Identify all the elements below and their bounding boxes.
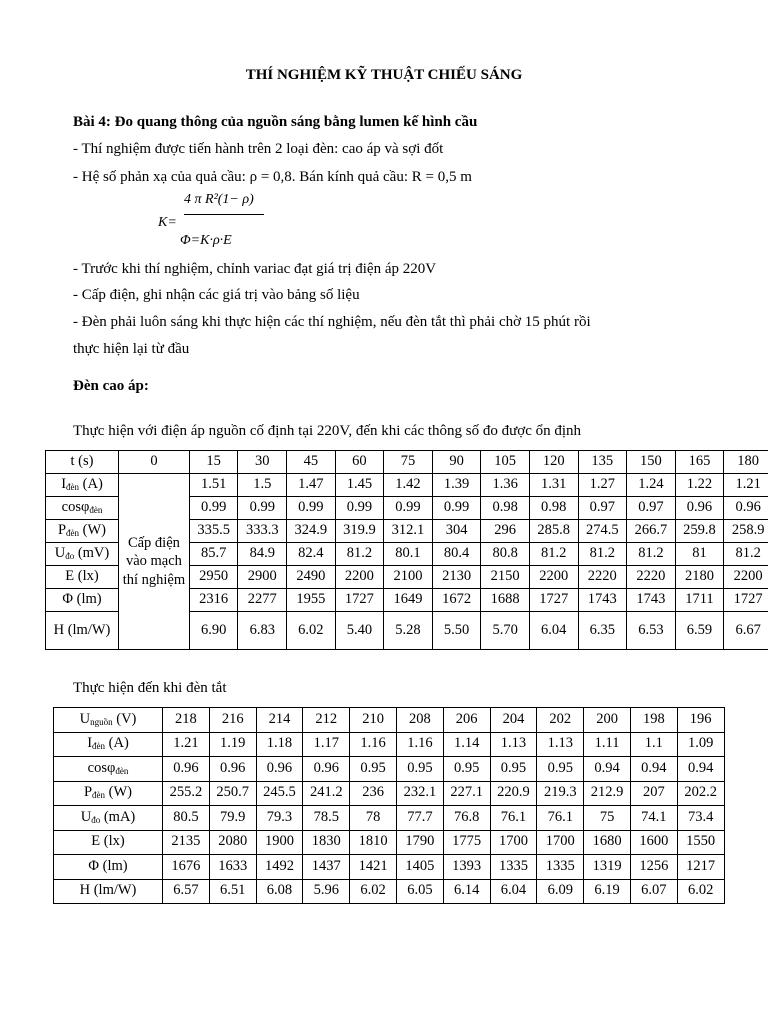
value-cell: 1727: [335, 589, 384, 612]
value-cell: 78: [350, 806, 397, 831]
row-label-subscript: đèn: [115, 765, 129, 776]
value-cell: 81.2: [335, 543, 384, 566]
value-cell: 1672: [432, 589, 481, 612]
text-line-6: thực hiện lại từ đầu: [73, 341, 190, 357]
time-label-cell: t (s): [46, 451, 119, 474]
value-cell: 2180: [675, 566, 724, 589]
value-cell: 1.11: [584, 732, 631, 757]
value-cell: 0.96: [675, 497, 724, 520]
value-cell: 216: [209, 708, 256, 733]
value-cell: 266.7: [627, 520, 676, 543]
text-line-2: - Hệ số phản xạ của quả cầu: ρ = 0,8. Bán kính quả cầu: R = 0,5 m: [73, 169, 472, 185]
value-cell: 212: [303, 708, 350, 733]
value-cell: 0.97: [627, 497, 676, 520]
value-cell: 0.95: [537, 757, 584, 782]
value-cell: 81: [675, 543, 724, 566]
value-cell: 1.47: [287, 474, 336, 497]
row-label: Φ (lm): [54, 855, 163, 880]
table2-caption: Thực hiện đến khi đèn tắt: [73, 680, 227, 696]
value-cell: 250.7: [209, 781, 256, 806]
section-heading: Đèn cao áp:: [73, 378, 149, 394]
time-cell: 75: [384, 451, 433, 474]
value-cell: 6.08: [256, 879, 303, 904]
value-cell: 2200: [529, 566, 578, 589]
value-cell: 1676: [163, 855, 210, 880]
value-cell: 82.4: [287, 543, 336, 566]
value-cell: 80.5: [163, 806, 210, 831]
value-cell: 0.96: [256, 757, 303, 782]
value-cell: 5.70: [481, 612, 530, 650]
value-cell: 202.2: [677, 781, 724, 806]
value-cell: 1.21: [163, 732, 210, 757]
value-cell: 1.17: [303, 732, 350, 757]
row-label-subscript: đèn: [92, 790, 106, 801]
value-cell: 0.99: [335, 497, 384, 520]
row-label-subscript: đèn: [66, 482, 80, 493]
value-cell: 1700: [537, 830, 584, 855]
value-cell: 6.67: [724, 612, 768, 650]
value-cell: 1.42: [384, 474, 433, 497]
table-row: [54, 879, 725, 904]
value-cell: 6.07: [630, 879, 677, 904]
value-cell: 76.8: [443, 806, 490, 831]
value-cell: 0.94: [677, 757, 724, 782]
table1-caption: Thực hiện với điện áp nguồn cố định tại 220V, đến khi các thông số đo được ổn định: [73, 423, 582, 439]
value-cell: 1.45: [335, 474, 384, 497]
value-cell: 1790: [396, 830, 443, 855]
value-cell: 85.7: [189, 543, 238, 566]
value-cell: 1.13: [537, 732, 584, 757]
row-label: H (lm/W): [46, 612, 119, 650]
value-cell: 208: [396, 708, 443, 733]
value-cell: 0.96: [209, 757, 256, 782]
value-cell: 73.4: [677, 806, 724, 831]
value-cell: 77.7: [396, 806, 443, 831]
value-cell: 80.4: [432, 543, 481, 566]
value-cell: 1.18: [256, 732, 303, 757]
row-label-subscript: đèn: [66, 528, 80, 539]
value-cell: 196: [677, 708, 724, 733]
value-cell: 1.5: [238, 474, 287, 497]
formula-flux: Φ=K·ρ·E: [180, 233, 232, 248]
value-cell: 0.99: [384, 497, 433, 520]
table-row: [54, 757, 725, 782]
value-cell: 74.1: [630, 806, 677, 831]
value-cell: 1743: [578, 589, 627, 612]
value-cell: 2080: [209, 830, 256, 855]
header-row: [46, 451, 768, 474]
time-cell: 45: [287, 451, 336, 474]
value-cell: 220.9: [490, 781, 537, 806]
time-cell: 180: [724, 451, 768, 474]
value-cell: 0.96: [163, 757, 210, 782]
value-cell: 0.95: [490, 757, 537, 782]
value-cell: 1743: [627, 589, 676, 612]
value-cell: 6.04: [490, 879, 537, 904]
lesson-heading: Bài 4: Đo quang thông của nguồn sáng bằng lumen kế hình cầu: [73, 114, 478, 130]
value-cell: 1711: [675, 589, 724, 612]
table-row: [54, 855, 725, 880]
value-cell: 1.21: [724, 474, 768, 497]
value-cell: 333.3: [238, 520, 287, 543]
value-cell: 1.19: [209, 732, 256, 757]
value-cell: 0.96: [724, 497, 768, 520]
value-cell: 2200: [724, 566, 768, 589]
time-cell: 90: [432, 451, 481, 474]
value-cell: 227.1: [443, 781, 490, 806]
value-cell: 2900: [238, 566, 287, 589]
value-cell: 6.09: [537, 879, 584, 904]
text-line-5: - Đèn phải luôn sáng khi thực hiện các thí nghiệm, nếu đèn tắt thì phải chờ 15 phút rồi: [73, 314, 591, 330]
time-cell: 30: [238, 451, 287, 474]
value-cell: 5.40: [335, 612, 384, 650]
value-cell: 6.53: [627, 612, 676, 650]
value-cell: 296: [481, 520, 530, 543]
row-label: cosφđèn: [46, 497, 119, 520]
row-label: Uđo (mA): [54, 806, 163, 831]
value-cell: 6.35: [578, 612, 627, 650]
value-cell: 6.19: [584, 879, 631, 904]
row-label: Pđèn (W): [46, 520, 119, 543]
value-cell: 1633: [209, 855, 256, 880]
value-cell: 1810: [350, 830, 397, 855]
value-cell: 0.95: [396, 757, 443, 782]
value-cell: 2135: [163, 830, 210, 855]
value-cell: 1.31: [529, 474, 578, 497]
value-cell: 76.1: [490, 806, 537, 831]
time-cell: 120: [529, 451, 578, 474]
value-cell: 6.59: [675, 612, 724, 650]
table-row: [54, 708, 725, 733]
time-cell: 15: [189, 451, 238, 474]
row-label-subscript: đèn: [89, 505, 103, 516]
value-cell: 1.51: [189, 474, 238, 497]
value-cell: 1335: [490, 855, 537, 880]
voltage-drop-table: [53, 707, 725, 904]
value-cell: 0.98: [481, 497, 530, 520]
value-cell: 0.94: [630, 757, 677, 782]
row-label: E (lx): [46, 566, 119, 589]
table-row: [54, 830, 725, 855]
value-cell: 81.2: [627, 543, 676, 566]
value-cell: 1700: [490, 830, 537, 855]
value-cell: 0.95: [443, 757, 490, 782]
value-cell: 6.83: [238, 612, 287, 650]
value-cell: 1775: [443, 830, 490, 855]
value-cell: 1393: [443, 855, 490, 880]
value-cell: 6.51: [209, 879, 256, 904]
value-cell: 206: [443, 708, 490, 733]
value-cell: 6.02: [287, 612, 336, 650]
value-cell: 1335: [537, 855, 584, 880]
row-label: Unguồn (V): [54, 708, 163, 733]
value-cell: 0.95: [350, 757, 397, 782]
value-cell: 0.94: [584, 757, 631, 782]
value-cell: 1.13: [490, 732, 537, 757]
value-cell: 1.14: [443, 732, 490, 757]
value-cell: 259.8: [675, 520, 724, 543]
time-cell: 150: [627, 451, 676, 474]
row-label-subscript: đo: [91, 814, 101, 825]
value-cell: 6.04: [529, 612, 578, 650]
value-cell: 81.2: [529, 543, 578, 566]
value-cell: 2220: [578, 566, 627, 589]
value-cell: 232.1: [396, 781, 443, 806]
value-cell: 78.5: [303, 806, 350, 831]
value-cell: 212.9: [584, 781, 631, 806]
value-cell: 198: [630, 708, 677, 733]
value-cell: 2150: [481, 566, 530, 589]
value-cell: 245.5: [256, 781, 303, 806]
value-cell: 2950: [189, 566, 238, 589]
value-cell: 2490: [287, 566, 336, 589]
row-label: Φ (lm): [46, 589, 119, 612]
time-cell: 135: [578, 451, 627, 474]
value-cell: 1600: [630, 830, 677, 855]
document-title: THÍ NGHIỆM KỸ THUẬT CHIẾU SÁNG: [245, 67, 523, 83]
row-label: cosφđèn: [54, 757, 163, 782]
fraction-line: [184, 214, 264, 215]
table-row: [54, 732, 725, 757]
value-cell: 1.27: [578, 474, 627, 497]
value-cell: 312.1: [384, 520, 433, 543]
text-line-3: - Trước khi thí nghiệm, chỉnh variac đạt giá trị điện áp 220V: [73, 261, 437, 277]
value-cell: 1688: [481, 589, 530, 612]
row-label: Iđèn (A): [54, 732, 163, 757]
value-cell: 1.16: [396, 732, 443, 757]
value-cell: 324.9: [287, 520, 336, 543]
value-cell: 0.98: [529, 497, 578, 520]
value-cell: 0.99: [238, 497, 287, 520]
value-cell: 1405: [396, 855, 443, 880]
value-cell: 0.96: [303, 757, 350, 782]
value-cell: 1.39: [432, 474, 481, 497]
value-cell: 1727: [529, 589, 578, 612]
value-cell: 1.09: [677, 732, 724, 757]
value-cell: 0.97: [578, 497, 627, 520]
value-cell: 6.02: [350, 879, 397, 904]
value-cell: 241.2: [303, 781, 350, 806]
value-cell: 304: [432, 520, 481, 543]
value-cell: 80.8: [481, 543, 530, 566]
value-cell: 1319: [584, 855, 631, 880]
value-cell: 5.28: [384, 612, 433, 650]
value-cell: 79.3: [256, 806, 303, 831]
value-cell: 204: [490, 708, 537, 733]
value-cell: 1.24: [627, 474, 676, 497]
value-cell: 202: [537, 708, 584, 733]
time-cell: 165: [675, 451, 724, 474]
value-cell: 6.90: [189, 612, 238, 650]
value-cell: 1955: [287, 589, 336, 612]
value-cell: 1437: [303, 855, 350, 880]
value-cell: 75: [584, 806, 631, 831]
value-cell: 1256: [630, 855, 677, 880]
value-cell: 6.14: [443, 879, 490, 904]
value-cell: 80.1: [384, 543, 433, 566]
value-cell: 207: [630, 781, 677, 806]
value-cell: 1421: [350, 855, 397, 880]
stable-voltage-table: [45, 450, 768, 650]
value-cell: 1900: [256, 830, 303, 855]
value-cell: 2200: [335, 566, 384, 589]
value-cell: 5.96: [303, 879, 350, 904]
value-cell: 5.50: [432, 612, 481, 650]
value-cell: 285.8: [529, 520, 578, 543]
row-label: H (lm/W): [54, 879, 163, 904]
row-label: E (lx): [54, 830, 163, 855]
value-cell: 79.9: [209, 806, 256, 831]
row-label-subscript: nguồn: [90, 716, 113, 727]
value-cell: 1217: [677, 855, 724, 880]
value-cell: 218: [163, 708, 210, 733]
value-cell: 0.99: [287, 497, 336, 520]
table-row: [54, 806, 725, 831]
value-cell: 255.2: [163, 781, 210, 806]
formula-numerator: 4 π R²(1− ρ): [184, 192, 254, 207]
value-cell: 6.02: [677, 879, 724, 904]
value-cell: 6.57: [163, 879, 210, 904]
formula-lhs: K=: [158, 215, 177, 230]
value-cell: 335.5: [189, 520, 238, 543]
power-on-merged-cell: Cấp điện vào mạch thí nghiệm: [118, 474, 189, 650]
value-cell: 200: [584, 708, 631, 733]
value-cell: 1830: [303, 830, 350, 855]
row-label: Iđèn (A): [46, 474, 119, 497]
value-cell: 76.1: [537, 806, 584, 831]
text-line-1: - Thí nghiệm được tiến hành trên 2 loại đèn: cao áp và sợi đốt: [73, 141, 444, 157]
value-cell: 236: [350, 781, 397, 806]
value-cell: 1.1: [630, 732, 677, 757]
row-label-subscript: đèn: [92, 741, 106, 752]
value-cell: 81.2: [724, 543, 768, 566]
value-cell: 1.22: [675, 474, 724, 497]
value-cell: 0.99: [189, 497, 238, 520]
value-cell: 1492: [256, 855, 303, 880]
value-cell: 1649: [384, 589, 433, 612]
value-cell: 1680: [584, 830, 631, 855]
value-cell: 2316: [189, 589, 238, 612]
value-cell: 6.05: [396, 879, 443, 904]
value-cell: 1727: [724, 589, 768, 612]
value-cell: 81.2: [578, 543, 627, 566]
value-cell: 1550: [677, 830, 724, 855]
value-cell: 1.36: [481, 474, 530, 497]
value-cell: 2220: [627, 566, 676, 589]
value-cell: 219.3: [537, 781, 584, 806]
row-label: Pđèn (W): [54, 781, 163, 806]
time-cell: 60: [335, 451, 384, 474]
value-cell: 1.16: [350, 732, 397, 757]
value-cell: 274.5: [578, 520, 627, 543]
value-cell: 0.99: [432, 497, 481, 520]
table-row: [46, 474, 768, 497]
text-line-4: - Cấp điện, ghi nhận các giá trị vào bảng số liệu: [73, 287, 360, 303]
value-cell: 258.9: [724, 520, 768, 543]
value-cell: 2130: [432, 566, 481, 589]
value-cell: 214: [256, 708, 303, 733]
time-zero-cell: 0: [118, 451, 189, 474]
table-row: [54, 781, 725, 806]
value-cell: 2100: [384, 566, 433, 589]
row-label-subscript: đo: [65, 551, 75, 562]
value-cell: 319.9: [335, 520, 384, 543]
value-cell: 210: [350, 708, 397, 733]
row-label: Uđo (mV): [46, 543, 119, 566]
time-cell: 105: [481, 451, 530, 474]
value-cell: 2277: [238, 589, 287, 612]
value-cell: 84.9: [238, 543, 287, 566]
